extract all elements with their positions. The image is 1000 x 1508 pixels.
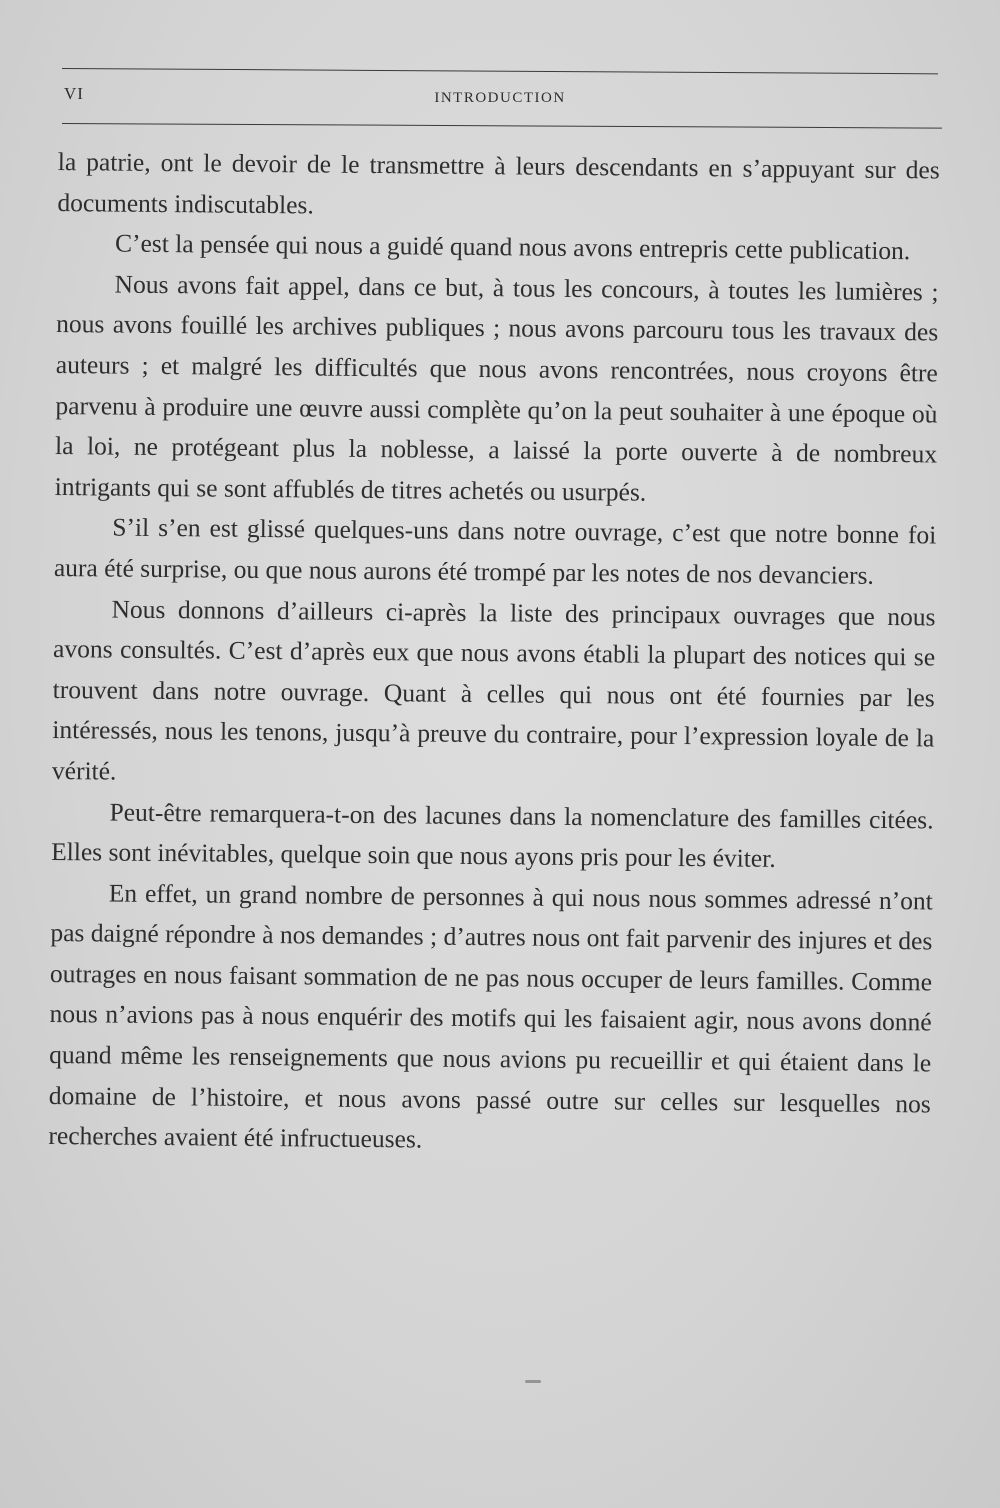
running-title: INTRODUCTION bbox=[434, 90, 566, 106]
body-text bbox=[48, 142, 940, 1165]
paragraph-2: C’est la pensée qui nous a guidé quand nous avons entrepris cette publication. bbox=[114, 228, 911, 266]
page-number: VI bbox=[64, 84, 84, 103]
paragraph-4: S’il s’en est glissé quelques-uns dans notre ouvrage, c’est que notre bonne foi aura été surprise, ou que nous aurons été trompé par les notes de nos devanciers. bbox=[53, 512, 937, 590]
paragraph-6: Peut-être remarquera-t-on des lacunes dans la nomenclature des familles citées. Elles sont inévitables, quelque soin que nous ayons pris pour les éviter. bbox=[51, 797, 934, 874]
ink-mark bbox=[525, 1380, 541, 1383]
paragraph-1: la patrie, ont le devoir de le transmettre à leurs descendants en s’appuyant sur des documents indiscutables. bbox=[57, 146, 940, 220]
header-bottom-rule bbox=[62, 123, 942, 129]
paragraph-5: Nous donnons d’ailleurs ci-après la liste des principaux ouvrages que nous avons consultés. C’est d’après eux que nous avons établi la plupart des notices qui se trouvent dans notre ouvrage. Quant à celles qui nous ont été fournies par les intéressés, nous les tenons, jusqu’à preuve du contraire, pour l’expression loyale de la vérité. bbox=[51, 594, 936, 786]
paragraph-3: Nous avons fait appel, dans ce but, à tous les concours, à toutes les lumières ; nous avons fouillé les archives publiques ; nous avons parcouru tous les travaux des auteurs ; et malgré les difficultés que nous avons rencontrées, nous croyons être parvenu à produire une œuvre aussi complète qu’on la peut souhaiter à une époque où la loi, ne protégeant plus la noblesse, a laissé la porte ouverte à de nombreux intrigants qui se sont affublés de titres achetés ou usurpés. bbox=[54, 269, 939, 507]
paragraph-7: En effet, un grand nombre de personnes à qui nous nous sommes adressé n’ont pas daigné répondre à nos demandes ; d’autres nous ont fait parvenir des injures et des outrages en nous faisant sommation de ne pas nous occuper de leurs familles. Comme nous n’avions pas à nous enquérir des motifs qui les faisaient agir, nous avons donné quand même les renseignements que nous avions pu recueillir et qui étaient dans le domaine de l’histoire, et nous avons passé outre sur celles sur lesquelles nos recherches avaient été infructueuses. bbox=[48, 878, 933, 1154]
header-top-rule bbox=[62, 68, 938, 74]
